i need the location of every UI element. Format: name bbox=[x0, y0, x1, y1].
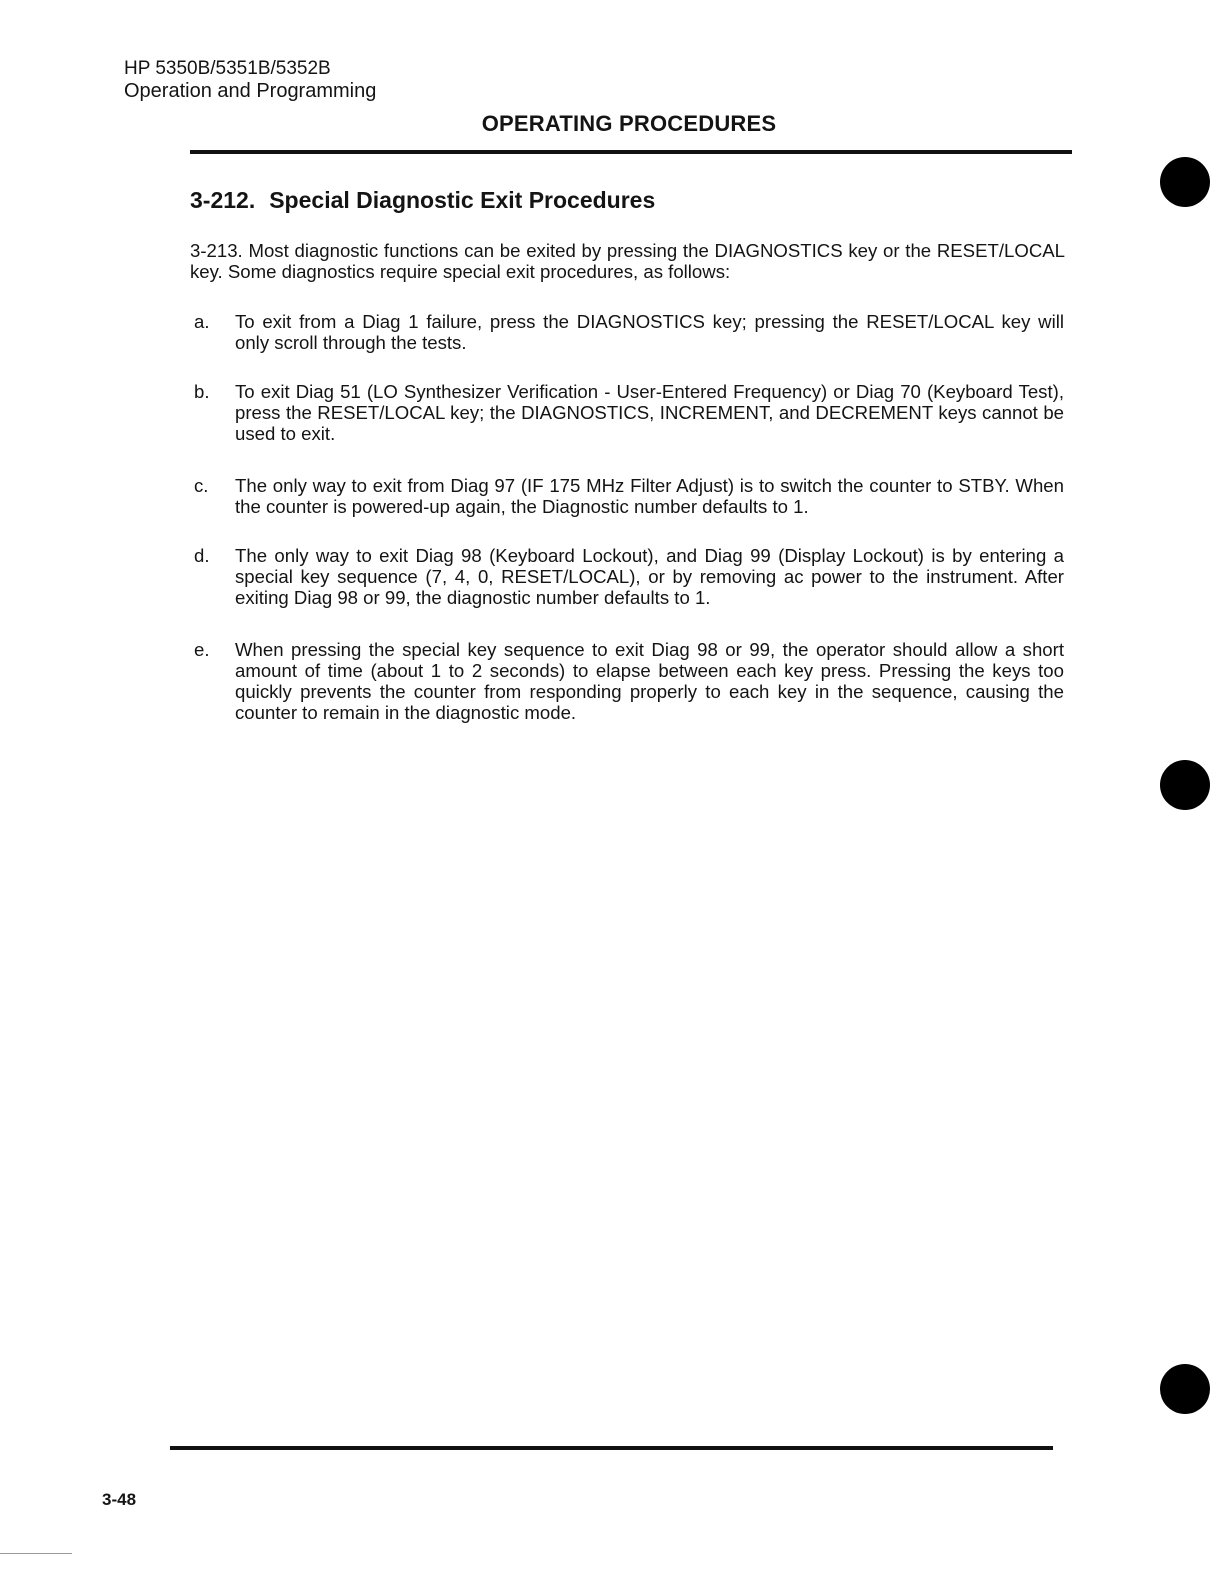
page-number: 3-48 bbox=[102, 1490, 137, 1509]
bottom-divider-rule bbox=[170, 1446, 1053, 1450]
binder-hole-middle bbox=[1160, 760, 1210, 810]
list-item-text: To exit from a Diag 1 failure, press the DIAGNOSTICS key; pressing the RESET/LOCAL key will only scroll through the tests. bbox=[235, 311, 1064, 353]
list-item-text: When pressing the special key sequence to exit Diag 98 or 99, the operator should allow a short amount of time (about 1 to 2 seconds) to elapse between each key press. Pressing the keys too quickly prevents the counter from responding properly to each key in the sequence, causing the counter to remain in the diagnostic mode. bbox=[235, 639, 1064, 723]
footer-edge-line bbox=[0, 1553, 72, 1554]
top-divider-rule bbox=[190, 150, 1072, 154]
procedure-heading bbox=[190, 187, 655, 214]
list-item-text: The only way to exit Diag 98 (Keyboard Lockout), and Diag 99 (Display Lockout) is by entering a special key sequence (7, 4, 0, RESET/LOCAL), or by removing ac power to the instrument. After exiting Diag 98 or 99, the diagnostic number defaults to 1. bbox=[235, 545, 1064, 608]
list-item-text: The only way to exit from Diag 97 (IF 175 MHz Filter Adjust) is to switch the counter to STBY. When the counter is powered-up again, the Diagnostic number defaults to 1. bbox=[235, 475, 1064, 517]
binder-hole-top bbox=[1160, 157, 1210, 207]
list-item-letter: a. bbox=[194, 311, 210, 332]
procedure-title: Special Diagnostic Exit Procedures bbox=[269, 187, 656, 213]
section-title: OPERATING PROCEDURES bbox=[481, 111, 777, 136]
manual-section-header: Operation and Programming bbox=[124, 80, 377, 102]
list-item-letter: c. bbox=[194, 475, 209, 496]
intro-paragraph: 3-213. Most diagnostic functions can be exited by pressing the DIAGNOSTICS key or the RESET/LOCAL key. Some diagnostics require special exit procedures, as follows: bbox=[190, 240, 1065, 282]
procedure-number: 3-212. bbox=[190, 187, 256, 213]
manual-model-header: HP 5350B/5351B/5352B bbox=[124, 58, 331, 79]
list-item-text: To exit Diag 51 (LO Synthesizer Verification - User-Entered Frequency) or Diag 70 (Keyboard Test), press the RESET/LOCAL key; the DIAGNOSTICS, INCREMENT, and DECREMENT keys cannot be used to exit. bbox=[235, 381, 1064, 444]
binder-hole-bottom bbox=[1160, 1364, 1210, 1414]
list-item-letter: d. bbox=[194, 545, 210, 566]
list-item-letter: b. bbox=[194, 381, 210, 402]
list-item-letter: e. bbox=[194, 639, 210, 660]
